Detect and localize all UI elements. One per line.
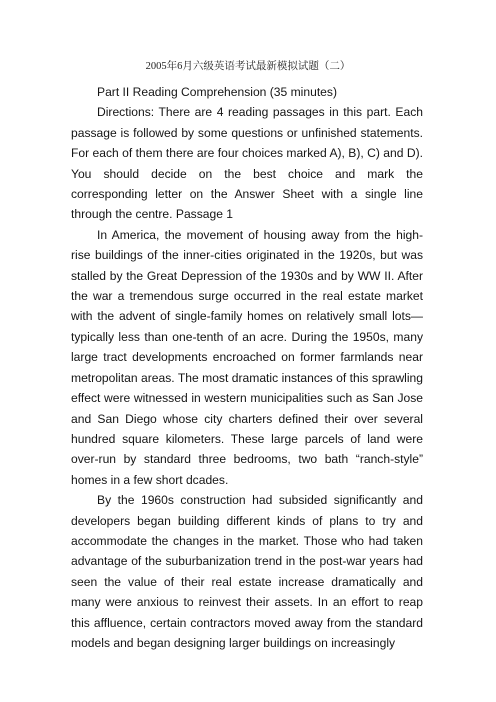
passage-paragraph-2: By the 1960s construction had subsided significantly and developers began building different kinds of plans to try and accommodate the changes in the market. Those who had taken advantage of the suburbanization trend in the post-war years had seen the value of their real estate increase dramatically and many were anxious to reinvest their assets. In an effort to reap this affluence, certain contractors moved away from the standard models and began designing larger buildings on increasingly: [71, 493, 423, 650]
document-title: 2005年6月六级英语考试最新模拟试题（二）: [145, 61, 351, 72]
part-heading: Part II Reading Comprehension (35 minutes): [97, 85, 337, 99]
passage-paragraph-1: In America, the movement of housing away from the high-rise buildings of the inner-cities originated in the 1920s, but was stalled by the Great Depression of the 1930s and by WW II. After the war a tremendous surge occurred in the real estate market with the advent of single-family homes on relatively small lots—typically less than one-tenth of an acre. During the 1950s, many large tract developments encroached on former farmlands near metropolitan areas. The most dramatic instances of this sprawling effect were witnessed in western municipalities such as San Jose and San Diego whose city charters defined their over several hundred square kilometers. These large parcels of land were over-run by standard three bedrooms, two bath “ranch-style” homes in a few short dcades.: [71, 227, 423, 487]
directions-paragraph: Directions: There are 4 reading passages in this part. Each passage is followed by some questions or unfinished statements. For each of them there are four choices marked A), B), C) and D). You should decide on the best choice and mark the corresponding letter on the Answer Sheet with a single line through the centre. Passage 1: [71, 105, 423, 222]
document-body: [71, 82, 423, 653]
